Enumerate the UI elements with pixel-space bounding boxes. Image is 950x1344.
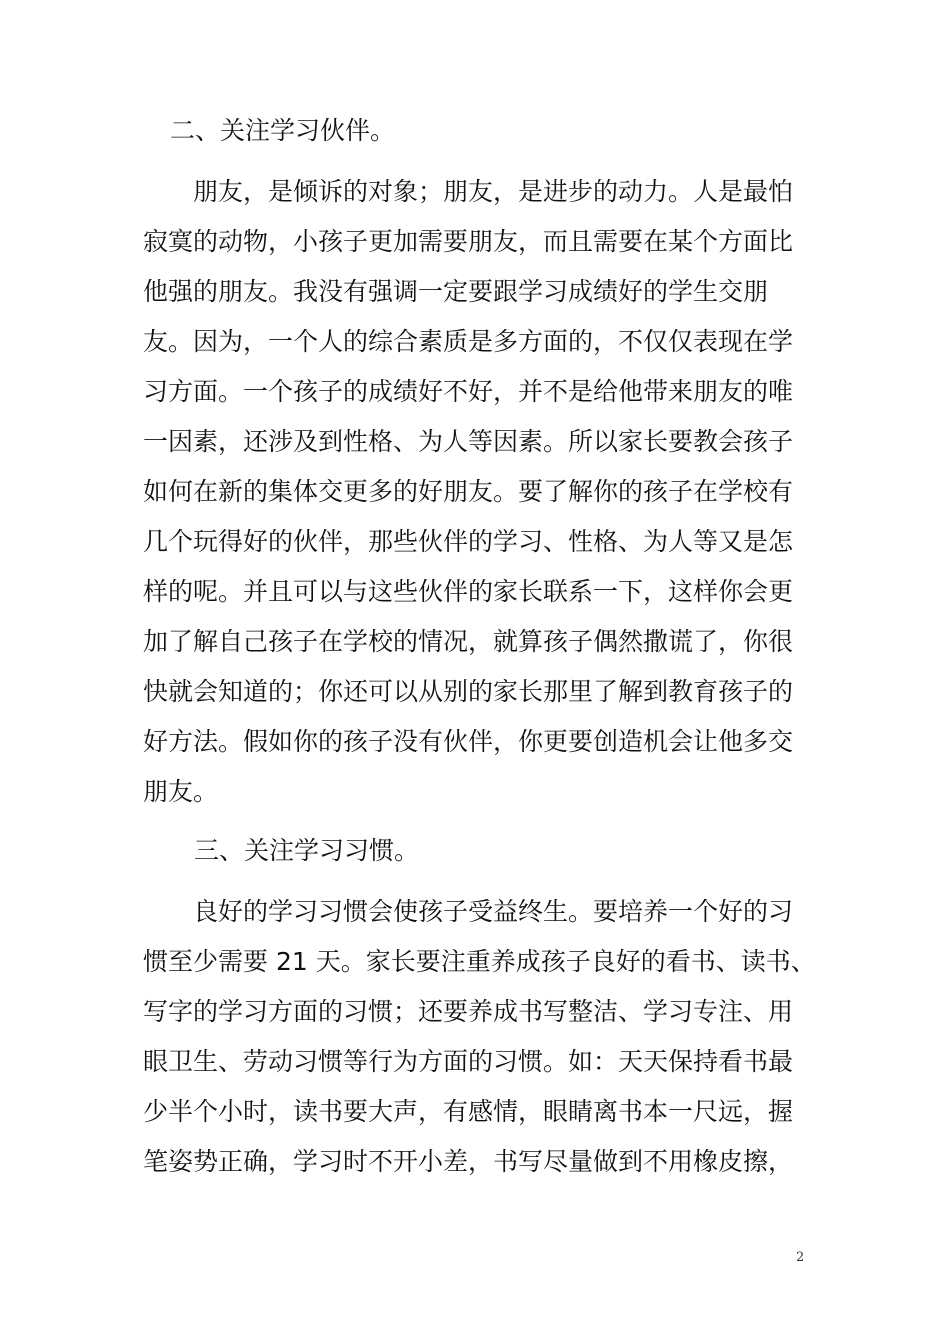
paragraph-line: 快就会知道的；你还可以从别的家长那里了解到教育孩子的 bbox=[143, 677, 794, 706]
paragraph-line: 样的呢。并且可以与这些伙伴的家长联系一下，这样你会更 bbox=[143, 577, 794, 606]
paragraph-line: 写字的学习方面的习惯；还要养成书写整洁、学习专注、用 bbox=[143, 997, 794, 1026]
paragraph-line: 眼卫生、劳动习惯等行为方面的习惯。如：天天保持看书最 bbox=[143, 1047, 794, 1076]
paragraph-line: 他强的朋友。我没有强调一定要跟学习成绩好的学生交朋 bbox=[143, 277, 769, 306]
paragraph-learning-partners bbox=[143, 167, 813, 817]
page-number: 2 bbox=[796, 1250, 805, 1265]
paragraph-line: 一因素，还涉及到性格、为人等因素。所以家长要教会孩子 bbox=[143, 427, 794, 456]
paragraph-line: 笔姿势正确，学习时不开小差，书写尽量做到不用橡皮擦， bbox=[143, 1147, 794, 1176]
paragraph-line: 寂寞的动物，小孩子更加需要朋友，而且需要在某个方面比 bbox=[143, 227, 794, 256]
paragraph-line: 惯至少需要 21 天。家长要注重养成孩子良好的看书、读书、 bbox=[143, 947, 816, 976]
paragraph-line: 朋友，是倾诉的对象；朋友，是进步的动力。人是最怕 bbox=[193, 177, 794, 206]
paragraph-line: 少半个小时，读书要大声，有感情，眼睛离书本一尺远，握 bbox=[143, 1097, 794, 1126]
paragraph-line: 几个玩得好的伙伴，那些伙伴的学习、性格、为人等又是怎 bbox=[143, 527, 794, 556]
paragraph-line: 朋友。 bbox=[143, 777, 219, 806]
section-heading-learning-habits: 三、关注学习习惯。 bbox=[194, 836, 420, 865]
paragraph-line: 好方法。假如你的孩子没有伙伴，你更要创造机会让他多交 bbox=[143, 727, 794, 756]
paragraph-line: 如何在新的集体交更多的好朋友。要了解你的孩子在学校有 bbox=[143, 477, 794, 506]
paragraph-line: 加了解自己孩子在学校的情况，就算孩子偶然撒谎了，你很 bbox=[143, 627, 794, 656]
paragraph-line: 良好的学习习惯会使孩子受益终生。要培养一个好的习 bbox=[193, 897, 794, 926]
paragraph-learning-habits bbox=[143, 887, 816, 1187]
paragraph-line: 友。因为，一个人的综合素质是多方面的，不仅仅表现在学 bbox=[143, 327, 794, 356]
section-heading-learning-partners: 二、关注学习伙伴。 bbox=[170, 116, 396, 145]
paragraph-line: 习方面。一个孩子的成绩好不好，并不是给他带来朋友的唯 bbox=[143, 377, 794, 406]
